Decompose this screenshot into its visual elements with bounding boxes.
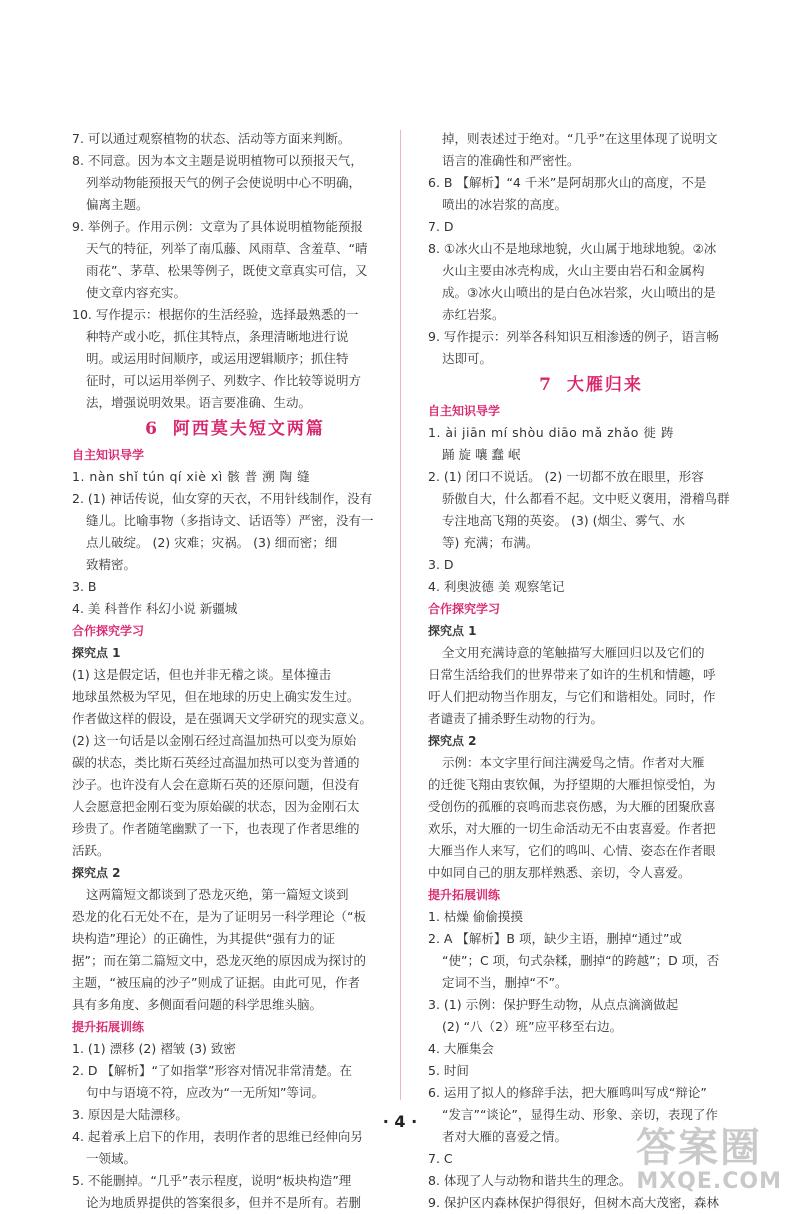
answer-line: 7. 可以通过观察植物的状态、活动等方面来判断。 (72, 131, 351, 146)
answer-line: 1. 枯燥 偷偷摸摸 (428, 909, 523, 924)
answer-line: 1. nàn shǐ tún qí xiè xì 骸 普 溯 陶 缝 (72, 469, 311, 484)
answer-line: 地球虽然极为罕见，但在地球的历史上确实发生过。 (72, 689, 360, 704)
answer-line: 7. D (428, 219, 454, 234)
column-divider (400, 130, 401, 1100)
answer-line: 掉，则表述过于绝对。“几乎”在这里体现了说明文 (442, 131, 718, 146)
answer-line: 据”；而在第二篇短文中，恐龙灭绝的原因成为探讨的 (72, 953, 366, 968)
section-title-text: 阿西莫夫短文两篇 (172, 419, 325, 439)
answer-line: 中如同自己的朋友那样熟悉、亲切，令人喜爱。 (428, 865, 691, 880)
answer-line: 6. 运用了拟人的修辞手法，把大雁鸣叫写成“辩论” (428, 1085, 707, 1100)
answer-line: 9. 写作提示：列举各科知识互相渗透的例子，语言畅 (428, 329, 719, 344)
answer-line: 受创伤的孤雁的哀鸣而悲哀伤感，为大雁的团聚欣喜 (428, 799, 716, 814)
answer-line: 句中与语境不符，应改为“一无所知”等词。 (86, 1085, 324, 1100)
answer-line: 踊 旋 嚷 蠢 岷 (442, 447, 521, 462)
answer-line: 2. (1) 闭口不说话。 (2) 一切都不放在眼里，形容 (428, 469, 704, 484)
answer-line: 4. 美 科普作 科幻小说 新疆城 (72, 601, 238, 616)
answer-line: 一领域。 (86, 1151, 137, 1166)
answer-line: 4. 大雁集会 (428, 1041, 494, 1056)
answer-line: 3. (1) 示例：保护野生动物，从点点滴滴做起 (428, 997, 679, 1012)
answer-line: 列举动物能预报天气的例子会使说明中心不明确， (86, 175, 362, 190)
answer-line: 这两篇短文都谈到了恐龙灭绝，第一篇短文谈到 (86, 887, 349, 902)
watermark-logo (592, 1116, 782, 1194)
answer-line: 专注地高飞翔的英姿。 (3) (烟尘、雾气、水 (442, 513, 686, 528)
answer-line: 骄傲自大，什么都看不起。文中贬义褒用，滑稽鸟群 (442, 491, 730, 506)
answer-line: 定词不当，删掉“不”。 (442, 975, 568, 990)
answer-line: “发言”“谈论”，显得生动、形象、亲切，表现了作 (442, 1107, 718, 1122)
answer-line: 3. 原因是大陆漂移。 (72, 1107, 188, 1122)
answer-line: 2. A 【解析】B 项，缺少主语，删掉“通过”或 (428, 931, 682, 946)
answer-line: 天气的特征，列举了南瓜藤、风雨草、含羞草、“晴 (86, 241, 368, 256)
subsection-heading: 自主知识导学 (428, 404, 501, 418)
left-column (72, 128, 398, 1214)
section-title (428, 370, 754, 400)
answer-line: (2) “八（2）班”应平移至右边。 (442, 1019, 623, 1034)
answer-line: 使文章内容充实。 (86, 285, 187, 300)
subsection-heading: 自主知识导学 (72, 448, 145, 462)
answer-line: 偏离主题。 (86, 197, 149, 212)
answer-line: 1. (1) 漂移 (2) 褶皱 (3) 致密 (72, 1041, 236, 1056)
answer-line: 8. 体现了人与动物和谐共生的理念。 (428, 1173, 632, 1188)
answer-line: 沙子。也许没有人会在意斯石英的还原问题，但没有 (72, 777, 360, 792)
answer-line: 2. D 【解析】“了如指掌”形容对情况非常清楚。在 (72, 1063, 352, 1078)
answer-line: 9. 举例子。作用示例：文章为了具体说明植物能预报 (72, 219, 363, 234)
answer-line: 缝儿。比喻事物（多指诗文、话语等）严密，没有一 (86, 513, 374, 528)
page-number: · 4 · (382, 1112, 418, 1131)
answer-line: 论为地质界提供的答案很多，但并不是所有。若删 (86, 1195, 362, 1210)
answer-line: 主题，“被压扁的沙子”则成了证据。由此可见，作者 (72, 975, 360, 990)
answer-line: 人会愿意把金刚石变为原始碳的状态，因为金刚石太 (72, 799, 360, 814)
answer-line: 恐龙的化石无处不在，是为了证明另一科学理论（“板 (72, 909, 366, 924)
subsection-heading: 合作探究学习 (428, 602, 501, 616)
answer-line: 活跃。 (72, 843, 110, 858)
answer-line: 5. 时间 (428, 1063, 469, 1078)
answer-line: 9. 保护区内森林保护得很好，但树木高大茂密，森林 (428, 1195, 719, 1210)
answer-line: 致精密。 (86, 557, 137, 572)
answer-line: 作者做这样的假设，是在强调天文学研究的现实意义。 (72, 711, 373, 726)
answer-line: 者对大雁的喜爱之情。 (442, 1129, 568, 1144)
answer-line: 赤红岩浆。 (442, 307, 505, 322)
answer-line: 语言的准确性和严密性。 (442, 153, 580, 168)
answer-line: 4. 利奥波德 美 观察笔记 (428, 579, 565, 594)
answer-line: 喷出的冰岩浆的高度。 (442, 197, 568, 212)
section-title-text: 大雁归来 (566, 375, 643, 395)
answer-line: 1. ài jiān mí shòu diāo mǎ zhǎo 徙 踌 (428, 425, 674, 440)
answer-line: 雨花”、茅草、松果等例子，既使文章真实可信，又 (86, 263, 368, 278)
answer-line: 吁人们把动物当作朋友，与它们和谐相处。同时，作 (428, 689, 716, 704)
answer-line: 4. 起着承上启下的作用，表明作者的思维已经伸向另 (72, 1129, 363, 1144)
answer-line: 欢乐，对大雁的一切生命活动无不由衷喜爱。作者把 (428, 821, 716, 836)
answer-line: 10. 写作提示：根据你的生活经验，选择最熟悉的一 (72, 307, 359, 322)
probe-heading: 探究点 2 (428, 734, 477, 748)
answer-line: 明。或运用时间顺序，或运用逻辑顺序；抓住特 (86, 351, 349, 366)
answer-line: 示例：本文字里行间注满爱鸟之情。作者对大雁 (442, 755, 705, 770)
answer-line: 6. B 【解析】“4 千米”是阿胡那火山的高度，不是 (428, 175, 707, 190)
answer-line: 3. B (72, 579, 97, 594)
section-number: 6 (145, 419, 159, 439)
answer-line: 成。③冰火山喷出的是白色冰岩浆，火山喷出的是 (442, 285, 716, 300)
answer-line: 种特产或小吃，抓住其特点，条理清晰地进行说 (86, 329, 349, 344)
answer-line: 碳的状态，类比斯石英经过高温加热可以变为普通的 (72, 755, 360, 770)
answer-line: 8. ①冰火山不是地球地貌，火山属于地球地貌。②冰 (428, 241, 717, 256)
answer-line: 5. 不能删掉。“几乎”表示程度，说明“板块构造”理 (72, 1173, 352, 1188)
section-number: 7 (539, 375, 553, 395)
watermark-bottom-text: MXQE.COM (636, 1169, 782, 1194)
answer-line: 征时，可以运用举例子、列数字、作比较等说明方 (86, 373, 362, 388)
subsection-heading: 提升拓展训练 (428, 888, 501, 902)
answer-line: 3. D (428, 557, 454, 572)
answer-line: 2. (1) 神话传说，仙女穿的天衣，不用针线制作，没有 (72, 491, 373, 506)
answer-line: 法，增强说明效果。语言要准确、生动。 (86, 395, 312, 410)
subsection-heading: 提升拓展训练 (72, 1020, 145, 1034)
answer-line: 具有多角度、多侧面看问题的科学思维头脑。 (72, 997, 323, 1012)
answer-line: 大雁当作人来写，它们的鸣叫、心情、姿态在作者眼 (428, 843, 716, 858)
probe-heading: 探究点 2 (72, 866, 121, 880)
answer-line: 8. 不同意。因为本文主题是说明植物可以预报天气， (72, 153, 363, 168)
answer-line: 日常生活给我们的世界带来了如许的生机和情趣，呼 (428, 667, 716, 682)
right-column (428, 128, 754, 1214)
answer-line: 珍贵了。作者随笔幽默了一下，也表现了作者思维的 (72, 821, 360, 836)
answer-line: 火山主要由冰壳构成，火山主要由岩石和金属构 (442, 263, 705, 278)
answer-line: 块构造”理论）的正确性，为其提供“强有力的证 (72, 931, 335, 946)
answer-line: 者谴责了捕杀野生动物的行为。 (428, 711, 604, 726)
answer-line: 7. C (428, 1151, 453, 1166)
section-title (72, 414, 398, 444)
answer-line: 全文用充满诗意的笔触描写大雁回归以及它们的 (442, 645, 705, 660)
subsection-heading: 合作探究学习 (72, 624, 145, 638)
answer-line: “使”；C 项，句式杂糅，删掉“的跨越”；D 项，否 (442, 953, 720, 968)
probe-heading: 探究点 1 (72, 646, 121, 660)
answer-line: (1) 这是假定话，但也并非无稽之谈。星体撞击 (72, 667, 332, 682)
answer-line: 的迁徙飞翔由衷钦佩，为抒望期的大雁担惊受怕，为 (428, 777, 716, 792)
watermark-top-text: 答案圈 (636, 1125, 762, 1171)
answer-line: 等) 充满；布满。 (442, 535, 539, 550)
answer-line: 点儿破绽。 (2) 灾难；灾祸。 (3) 细而密；细 (86, 535, 338, 550)
answer-line: (2) 这一句话是以金刚石经过高温加热可以变为原始 (72, 733, 357, 748)
answer-line: 达即可。 (442, 351, 493, 366)
probe-heading: 探究点 1 (428, 624, 477, 638)
